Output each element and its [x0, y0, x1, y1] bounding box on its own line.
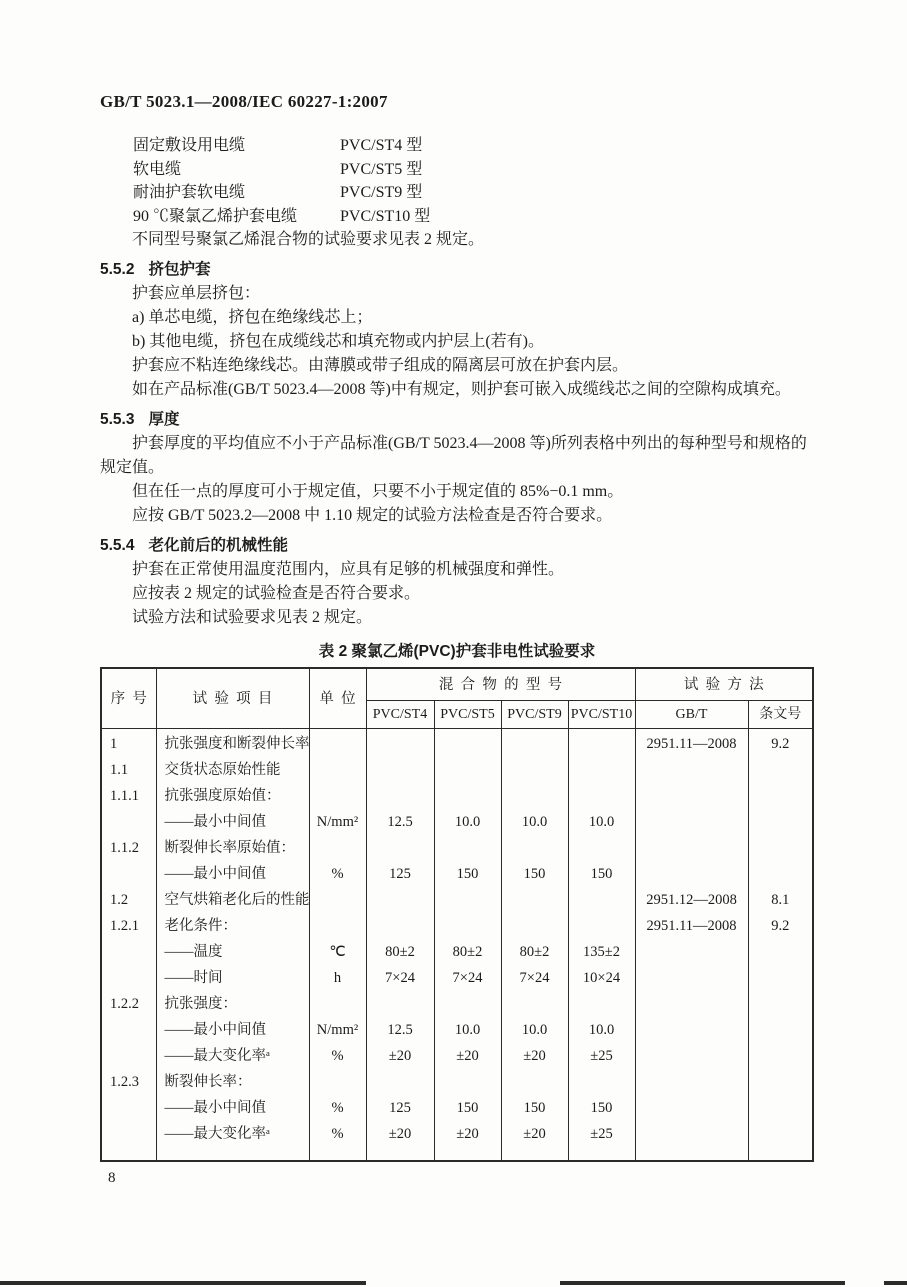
- section-heading-5-5-2: [100, 258, 814, 282]
- cable-grade: PVC/ST10 型: [340, 207, 431, 225]
- section-number: 5.5.4: [100, 537, 135, 554]
- cell-gbt-standards: 2951.11—2008 2951.12—2008 2951.11—2008: [635, 729, 748, 1162]
- section-title: 厚度: [148, 411, 180, 428]
- paragraph: 如在产品标准(GB/T 5023.4—2008 等)中有规定，则护套可嵌入成缆线芯之间的空隙构成填充。: [132, 381, 791, 398]
- cable-name: 耐油护套软电缆: [133, 184, 246, 201]
- cable-type-row: [100, 158, 814, 182]
- standard-number-header: GB/T 5023.1—2008/IEC 60227-1:2007: [100, 92, 388, 111]
- paragraph: 护套在正常使用温度范围内，应具有足够的机械强度和弹性。: [132, 561, 565, 578]
- col-group-test-method: 试 验 方 法: [635, 668, 813, 701]
- col-header-pvc-st5: PVC/ST5: [434, 701, 501, 729]
- col-header-unit: 单 位: [309, 668, 366, 729]
- cell-units: N/mm² % ℃ h N/mm² % % %: [309, 729, 366, 1162]
- list-item-b: b) 其他电缆，挤包在成缆线芯和填充物或内护层上(若有)。: [132, 333, 544, 350]
- table-body-row: [101, 729, 813, 1162]
- scan-artifact-bar: [884, 1281, 907, 1285]
- list-item-a: a) 单芯电缆，挤包在绝缘线芯上；: [132, 309, 373, 326]
- section-heading-5-5-4: [100, 534, 814, 558]
- pvc-sheath-test-table: [100, 667, 814, 1162]
- scan-artifact-bar: [560, 1281, 845, 1285]
- cable-type-row: [100, 134, 814, 158]
- paragraph: 应按表 2 规定的试验检查是否符合要求。: [132, 585, 421, 602]
- col-header-pvc-st9: PVC/ST9: [501, 701, 568, 729]
- intro-note: 不同型号聚氯乙烯混合物的试验要求见表 2 规定。: [132, 231, 485, 248]
- indent-spacer: [100, 158, 133, 182]
- section-title: 挤包护套: [148, 261, 211, 278]
- cable-name: 90 ℃聚氯乙烯护套电缆: [133, 207, 298, 225]
- col-header-item: 试 验 项 目: [156, 668, 309, 729]
- cell-values-pvc-st5: 10.0 150 80±2 7×24 10.0 ±20 150 ±20: [434, 729, 501, 1162]
- cell-values-pvc-st9: 10.0 150 80±2 7×24 10.0 ±20 150 ±20: [501, 729, 568, 1162]
- cable-name: 固定敷设用电缆: [133, 137, 246, 154]
- indent-spacer: [100, 181, 133, 205]
- section-number: 5.5.2: [100, 261, 135, 278]
- col-group-mixture-types: 混 合 物 的 型 号: [366, 668, 635, 701]
- indent-spacer: [100, 134, 133, 158]
- section-heading-5-5-3: [100, 408, 814, 432]
- paragraph: 护套应不粘连绝缘线芯。由薄膜或带子组成的隔离层可放在护套内层。: [132, 357, 629, 374]
- scan-artifact-bar: [0, 1281, 366, 1285]
- table-2-title: 表 2 聚氯乙烯(PVC)护套非电性试验要求: [318, 643, 596, 660]
- col-header-pvc-st10: PVC/ST10: [568, 701, 635, 729]
- cable-type-row: [100, 205, 814, 229]
- cable-grade: PVC/ST4 型: [340, 137, 423, 154]
- paragraph: 应按 GB/T 5023.2—2008 中 1.10 规定的试验方法检查是否符合要求。: [132, 507, 613, 524]
- paragraph: 护套应单层挤包：: [132, 285, 261, 302]
- cable-name: 软电缆: [133, 160, 182, 178]
- cell-clause-numbers: 9.2 8.1 9.2: [748, 729, 813, 1162]
- page-body: [100, 134, 814, 1162]
- cable-grade: PVC/ST9 型: [340, 184, 423, 201]
- cable-type-row: [100, 181, 814, 205]
- paragraph: 但在任一点的厚度可小于规定值，只要不小于规定值的 85%−0.1 mm。: [132, 483, 624, 500]
- paragraph: 护套厚度的平均值应不小于产品标准(GB/T 5023.4—2008 等)所列表格中列出的每种型号和规格的规定值。: [100, 435, 807, 476]
- section-number: 5.5.3: [100, 411, 135, 428]
- paragraph: 试验方法和试验要求见表 2 规定。: [132, 609, 373, 626]
- cable-grade: PVC/ST5 型: [340, 160, 423, 178]
- page-number: 8: [108, 1170, 116, 1186]
- cell-values-pvc-st10: 10.0 150 135±2 10×24 10.0 ±25 150 ±25: [568, 729, 635, 1162]
- cable-type-list: [100, 134, 814, 228]
- cell-test-items: 抗张强度和断裂伸长率 交货状态原始性能 抗张强度原始值： ——最小中间值 断裂伸长率原始值： ——最小中间值 空气烘箱老化后的性能 老化条件： ——温度 ——时间 抗张强度： ——最小中间值 ——最大变化率ᵃ 断裂伸长率： ——最小中间值 ——最大变化率ᵃ: [156, 729, 309, 1162]
- col-header-clause: 条文号: [748, 701, 813, 729]
- col-header-seq: 序 号: [101, 668, 156, 729]
- section-title: 老化前后的机械性能: [148, 537, 288, 554]
- col-header-gbt: GB/T: [635, 701, 748, 729]
- cell-seq-numbers: 1 1.1 1.1.1 1.1.2 1.2 1.2.1 1.2.2 1.2.3: [101, 729, 156, 1162]
- cell-values-pvc-st4: 12.5 125 80±2 7×24 12.5 ±20 125 ±20: [366, 729, 434, 1162]
- col-header-pvc-st4: PVC/ST4: [366, 701, 434, 729]
- indent-spacer: [100, 205, 133, 229]
